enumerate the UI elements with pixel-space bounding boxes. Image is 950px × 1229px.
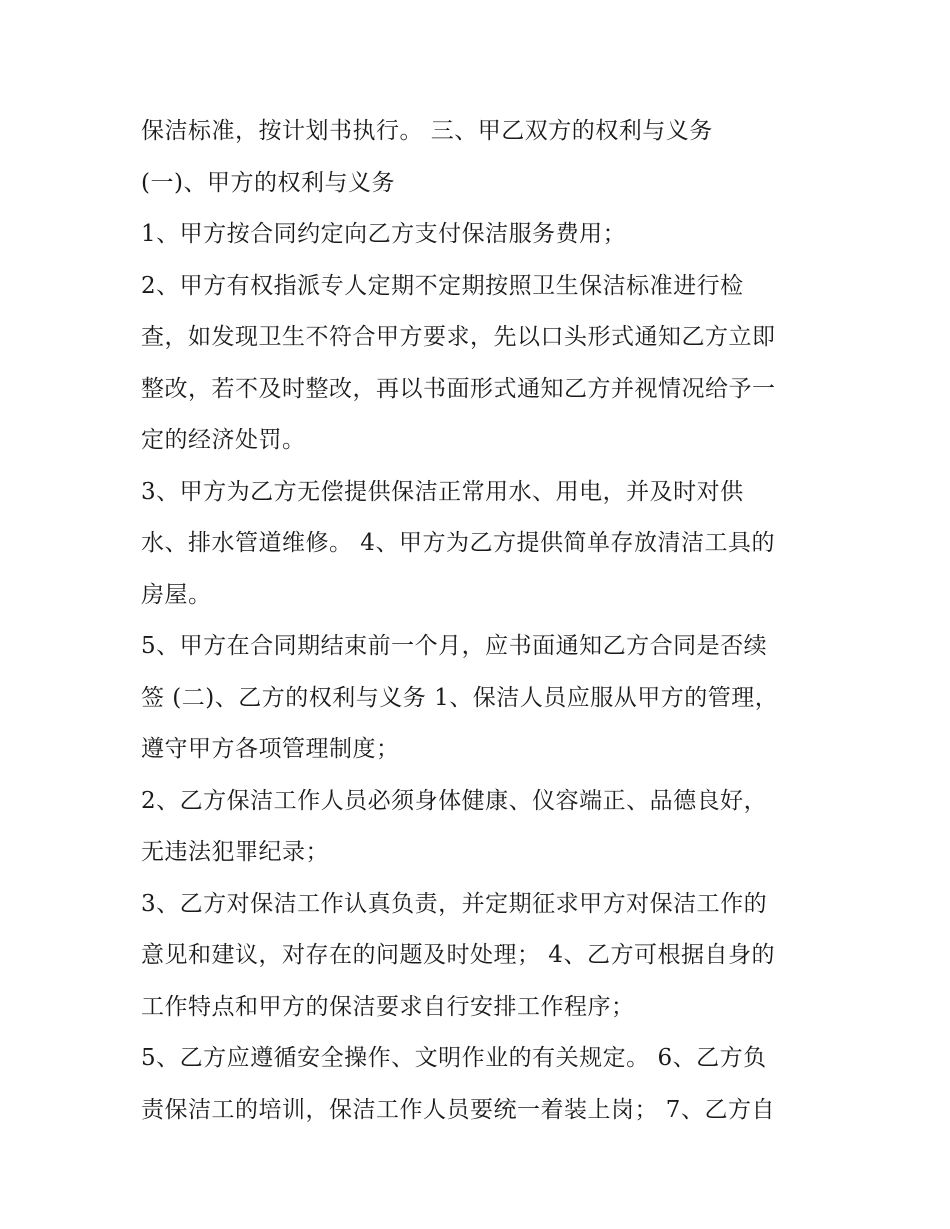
text-line: 查，如发现卫生不符合甲方要求，先以口头形式通知乙方立即: [141, 324, 776, 350]
text-line: 1、甲方按合同约定向乙方支付保洁服务费用；: [141, 221, 627, 247]
document-body: [141, 106, 831, 1136]
text-line: 2、乙方保洁工作人员必须身体健康、仪容端正、品德良好，: [141, 787, 768, 814]
section-heading: (一)、甲方的权利与义务: [141, 169, 395, 196]
text-line: 意见和建议，对存在的问题及时处理； 4、乙方可根据自身的: [141, 942, 775, 968]
text-line: 2、甲方有权指派专人定期不定期按照卫生保洁标准进行检: [141, 272, 744, 299]
text-line: 房屋。: [141, 581, 212, 608]
text-line: 签 (二)、乙方的权利与义务 1、保洁人员应服从甲方的管理，: [141, 684, 779, 711]
text-line: 无违法犯罪纪录；: [141, 839, 329, 865]
text-line: 工作特点和甲方的保洁要求自行安排工作程序；: [141, 993, 635, 1020]
text-line: 水、排水管道维修。 4、甲方为乙方提供简单存放清洁工具的: [141, 530, 775, 556]
text-line: 遵守甲方各项管理制度；: [141, 736, 400, 762]
text-line: 5、乙方应遵循安全操作、文明作业的有关规定。 6、乙方负: [141, 1045, 767, 1071]
text-line: 保洁标准，按计划书执行。 三、甲乙双方的权利与义务: [141, 118, 713, 144]
text-line: 整改，若不及时整改，再以书面形式通知乙方并视情况给予一: [141, 375, 776, 402]
text-line: 3、甲方为乙方无偿提供保洁正常用水、用电，并及时对供: [141, 478, 744, 505]
text-line: 3、乙方对保洁工作认真负责，并定期征求甲方对保洁工作的: [141, 890, 768, 917]
text-line: 责保洁工的培训，保洁工作人员要统一着装上岗； 7、乙方自: [141, 1096, 775, 1123]
text-line: 定的经济处罚。: [141, 427, 306, 453]
text-line: 5、甲方在合同期结束前一个月，应书面通知乙方合同是否续: [141, 633, 768, 659]
